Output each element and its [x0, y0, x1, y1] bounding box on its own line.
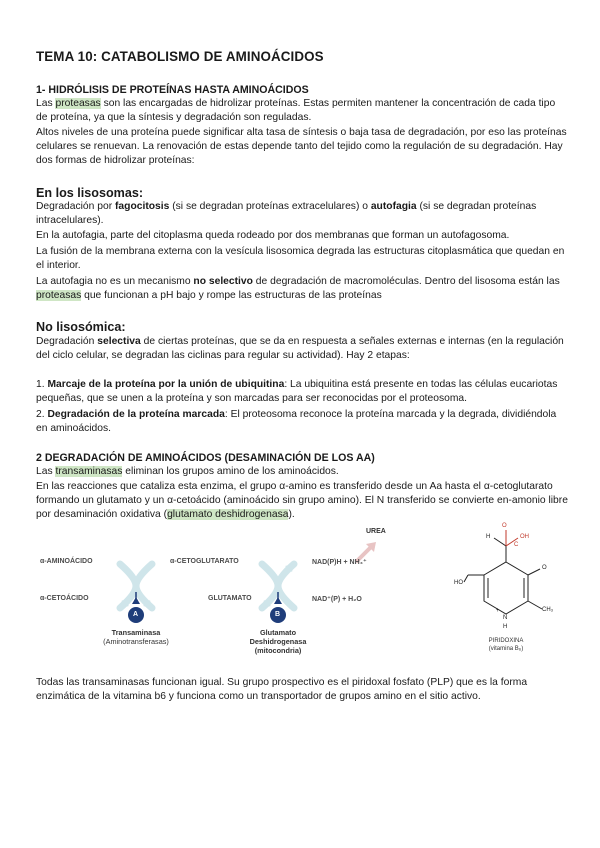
- label-nadp-h2o: NAD⁺(P) + H₂O: [312, 596, 362, 603]
- enzyme-a-name: Transaminasa: [111, 628, 161, 637]
- label-alpha-cetoacido: α-CETOÁCIDO: [40, 595, 89, 602]
- enzyme-a-caption: [86, 628, 186, 646]
- lisosomas-heading: En los lisosomas:: [36, 186, 144, 200]
- label-alpha-aminoacido: α-AMINOÁCIDO: [40, 558, 93, 565]
- chem-o: O: [502, 523, 507, 529]
- highlight-glutamato-deshidrogenasa: glutamato deshidrogenasa: [167, 509, 289, 520]
- section-1-heading: 1- HIDRÓLISIS DE PROTEÍNAS HASTA AMINOÁCIDOS: [36, 84, 309, 96]
- transamination-figure: [36, 524, 568, 664]
- label-urea: UREA: [366, 528, 386, 535]
- chem-n: N: [503, 615, 508, 621]
- highlight-transaminasas: transaminasas: [55, 466, 123, 477]
- pyridoxine-name: PIRIDOXINA: [488, 638, 524, 644]
- lisosomas-paragraph-3: La fusión de la membrana externa con la vesícula lisosomica degrada las estructuras citoplasmática que quedan en el interior.: [36, 246, 565, 271]
- section-2-heading: 2 DEGRADACIÓN DE AMINOÁCIDOS (DESAMINACIÓN DE LOS AA): [36, 452, 375, 464]
- chem-h: H: [486, 534, 491, 540]
- chem-plus: +: [496, 608, 500, 614]
- s2-paragraph-2: En las reacciones que cataliza esta enzima, el grupo α-amino es transferido desde un Aa hasta el α-cetoglutarato formando un glutamato y un α-cetoácido (aminoácido sin grupo amino). El N transferido se convierte en-amonio libre por desaminación oxidativa (glutamato deshidrogenasa).: [36, 481, 568, 520]
- no-lisosomica-heading: No lisosómica:: [36, 320, 126, 334]
- lisosomas-paragraph-1: Degradación por fagocitosis (si se degradan proteínas extracelulares) o autofagia (si se degradan proteínas intracelulares).: [36, 201, 537, 226]
- s1-paragraph-2: Altos niveles de una proteína puede significar alta tasa de síntesis o baja tasa de degradación, por eso las proteínas celulares se renuevan. La renovación de estas depende tanto del tejido como la regulación de su degradación. Hay dos formas de hidrolizar proteínas:: [36, 127, 567, 166]
- chem-hn: H: [503, 624, 508, 630]
- enzyme-a-subtitle: (Aminotransferasas): [103, 637, 169, 646]
- enzyme-b-subtitle: (mitocondria): [254, 646, 302, 655]
- s1-paragraph-1: Las proteasas son las encargadas de hidrolizar proteínas. Estas permiten mantener la concentración de cada tipo de proteína, ya que la síntesis y degradación son reguladas.: [36, 98, 556, 123]
- pyridoxine-subtitle: (vitamina B₆): [488, 646, 524, 652]
- final-paragraph: Todas las transaminasas funcionan igual. Su grupo prospectivo es el piridoxal fosfato (PLP) que es la forma enzimática de la vitamina b6 y funciona como un transportador de grupos amino en el sitio activo.: [36, 677, 528, 702]
- no-lisosomica-step-2: 2. Degradación de la proteína marcada: El proteosoma reconoce la proteína marcada y la degrada, dividiéndola en aminoácidos.: [36, 409, 557, 434]
- pyridoxine-caption: [466, 637, 546, 653]
- highlight-proteasas-2: proteasas: [36, 290, 82, 301]
- no-lisosomica-step-1: 1. Marcaje de la proteína por la unión de ubiquitina: La ubiquitina está presente en todas las células eucariotas pequeñas, que se unen a la proteína y son marcadas para ser reconocidas por el proteosoma.: [36, 379, 558, 404]
- chem-c: C: [514, 542, 519, 548]
- s2-paragraph-1: Las transaminasas eliminan los grupos amino de los aminoácidos.: [36, 466, 339, 477]
- enzyme-b-caption: [228, 628, 328, 655]
- lisosomas-paragraph-4: La autofagia no es un mecanismo no selectivo de degradación de macromoléculas. Dentro del lisosoma están las proteasas que funcionan a pH bajo y rompe las estructuras de las proteínas: [36, 276, 560, 301]
- chem-ch3: CH₃: [542, 607, 554, 613]
- highlight-proteasas: proteasas: [55, 98, 101, 109]
- badge-b-letter: B: [275, 611, 281, 618]
- lisosomas-paragraph-2: En la autofagia, parte del citoplasma queda rodeado por dos membranas que forman un autofagosoma.: [36, 230, 510, 241]
- label-glutamato: GLUTAMATO: [208, 595, 252, 602]
- no-lisosomica-paragraph-1: Degradación selectiva de ciertas proteínas, que se da en respuesta a señales externas e internas (en la regulación del ciclo celular, se degradan las ciclinas para regular su actividad). Hay 2 etapas:: [36, 336, 564, 361]
- chem-oh: OH: [520, 534, 529, 540]
- chem-ho: HO: [454, 580, 463, 586]
- chem-cl: O: [542, 565, 547, 571]
- label-alpha-cetoglutarato: α-CETOGLUTARATO: [170, 558, 239, 565]
- page-title: TEMA 10: CATABOLISMO DE AMINOÁCIDOS: [36, 49, 324, 64]
- enzyme-b-name-2: Deshidrogenasa: [249, 637, 307, 646]
- badge-a-letter: A: [133, 611, 139, 618]
- pyridoxine-structure: [464, 530, 542, 614]
- enzyme-b-name: Glutamato: [259, 628, 297, 637]
- label-nadph-nh4: NAD(P)H + NH₄⁺: [312, 559, 367, 566]
